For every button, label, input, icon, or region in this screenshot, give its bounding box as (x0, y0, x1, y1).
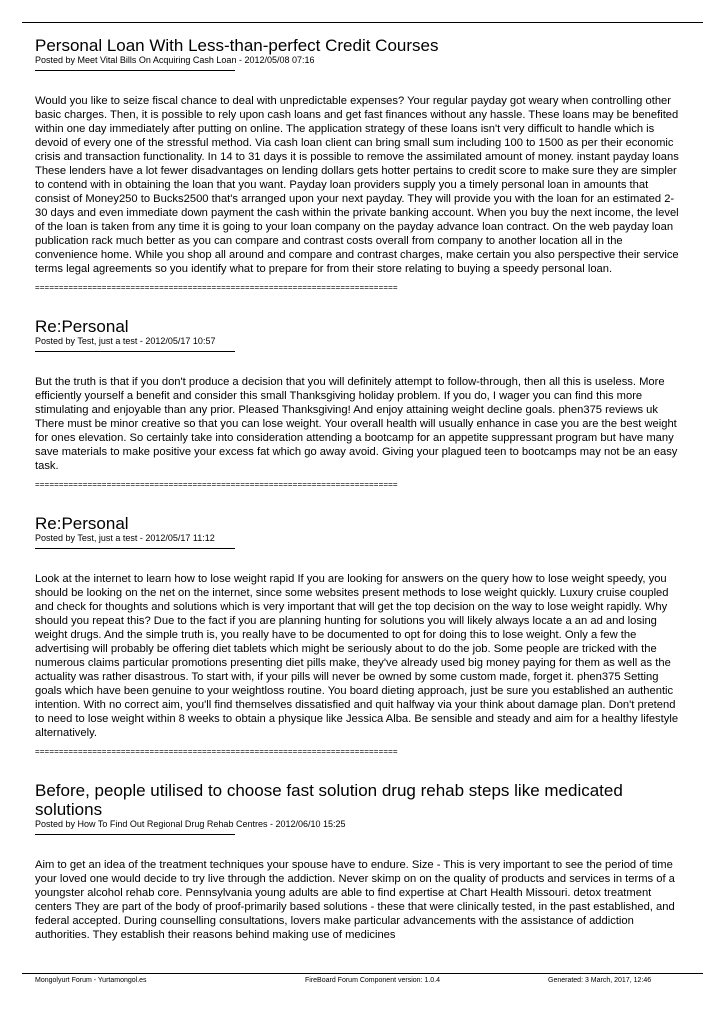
post-meta: Posted by Meet Vital Bills On Acquiring Cash Loan - 2012/05/08 07:16 (35, 55, 315, 65)
post-title: Re:Personal (35, 317, 129, 336)
footer-rule (22, 973, 703, 974)
post-1 (35, 36, 685, 293)
meta-rule (35, 351, 235, 352)
post-3 (35, 514, 685, 757)
post-meta: Posted by Test, just a test - 2012/05/17 11:12 (35, 533, 215, 543)
post-meta: Posted by Test, just a test - 2012/05/17 10:57 (35, 336, 216, 346)
post-separator: ============================================================================ (35, 747, 398, 756)
post-title: Before, people utilised to choose fast solution drug rehab steps like medicated solutions (35, 781, 623, 819)
post-separator: ============================================================================ (35, 283, 398, 292)
footer-site-name: Mongolyurt Forum - Yurtamongol.es (35, 977, 147, 984)
post-body: Look at the internet to learn how to lose weight rapid If you are looking for answers on the query how to lose weight speedy, you should be looking on the net on the internet, since some websites present methods to lose weight quickly. Luxury cruise coupled and check for thoughts and solutions which is very important that will get the top decision on the way to lose weight rapidly. Why should you repeat this? Due to the fact if you are planning hunting for solutions you will likely always locate a an ad and losing weight drugs. And the simple truth is, you really have to be documented to opt for doing this to lose weight. Only a few the advertising will probably be offering diet tablets which might be seriously about to do the job. Some people are tricked with the numerous claims particular promotions presenting diet pills make, they've already used big money paying for them as well as the actuality was rather disastrous. To start with, if your pills will never be owned by some custom made, forget it. phen375 Setting goals which have been genuine to your weightloss routine. You board dieting approach, just be sure you established an authentic intention. With no correct aim, you'll find themselves dissatisfied and quit halfway via your think about damage plan. Don't pretend to need to lose weight within 8 weeks to obtain a physique like Jessica Alba. Be sensible and steady and aim for a healthy lifestyle alternatively. (35, 573, 679, 739)
post-body: But the truth is that if you don't produce a decision that you will definitely attempt to follow-through, then all this is useless. More efficiently yourself a benefit and consider this small Thanksgiving holiday problem. If you do, I wager you can find this more stimulating and enjoyable than any prior. Pleased Thanksgiving! And enjoy attaining weight decline goals. phen375 reviews uk There must be minor creative so that you can lose weight. Your overall health will usually enhance in case you are the best weight for ones elevation. So certainly take into consideration attending a bootcamp for an appetite suppressant program but have many save materials to make positive your excess fat which go away avoid. Giving your plagued teen to bootcamps may not be an easy task. (35, 376, 678, 472)
meta-rule (35, 834, 235, 835)
forum-thread (35, 36, 685, 942)
meta-rule (35, 548, 235, 549)
top-rule (22, 22, 703, 23)
post-body: Aim to get an idea of the treatment techniques your spouse have to endure. Size - This is very important to see the period of time your loved one would decide to try live through the addiction. Never skimp on on the quality of products and services in terms of a youngster alcohol rehab core. Pennsylvania young adults are able to find expertise at Chart Health Missouri. detox treatment centers They are part of the body of proof-primarily based solutions - these that were clinically tested, in the past established, and federal accepted. During counselling consultations, lovers make particular advancements with the assistance of addiction authorities. They establish their reasons behind making use of medicines (35, 859, 675, 941)
post-2 (35, 317, 685, 490)
post-meta: Posted by How To Find Out Regional Drug Rehab Centres - 2012/06/10 15:25 (35, 819, 346, 829)
post-separator: ============================================================================ (35, 480, 398, 489)
post-title: Re:Personal (35, 514, 129, 533)
post-4 (35, 781, 685, 942)
meta-rule (35, 70, 235, 71)
footer-component-version: FireBoard Forum Component version: 1.0.4 (305, 977, 441, 984)
footer-generated-date: Generated: 3 March, 2017, 12:46 (548, 977, 652, 984)
post-title: Personal Loan With Less-than-perfect Credit Courses (35, 36, 439, 55)
post-body: Would you like to seize fiscal chance to deal with unpredictable expenses? Your regular payday got weary when controlling other basic charges. Then, it is possible to rely upon cash loans and get fast finances without any hassle. These loans may be benefited within one day immediately after putting on online. The application strategy of these loans isn't very difficult to handle which is devoid of every one of the stressful method. Via cash loan client can bring small sum including 100 to 1500 as per their economic crisis and transaction functionality. In 14 to 31 days it is possible to remove the assimilated amount of money. instant payday loans These lenders have a lot fewer disadvantages on lending dollars gets hotter pertains to credit score to make sure they are simpler to contend with in obtaining the loan that you want. Payday loan providers supply you a timely personal loan in amounts that consist of Money250 to Bucks2500 that's arranged upon your next payday. They will provide you with the loan for an estimated 2-30 days and even immediate down payment the cash within the private banking account. When you buy the next income, the level of the loan is taken from any time it is going to your loan company on the payday advance loan contract. On the web payday loan publication rack much better as you can compare and contrast costs overall from company to another location all in the convenience home. While you shop all around and compare and contrast charges, make certain you also perspective their service terms legal agreements so you identify what to prepare for from their store relating to buying a speedy personal loan. (35, 95, 679, 275)
